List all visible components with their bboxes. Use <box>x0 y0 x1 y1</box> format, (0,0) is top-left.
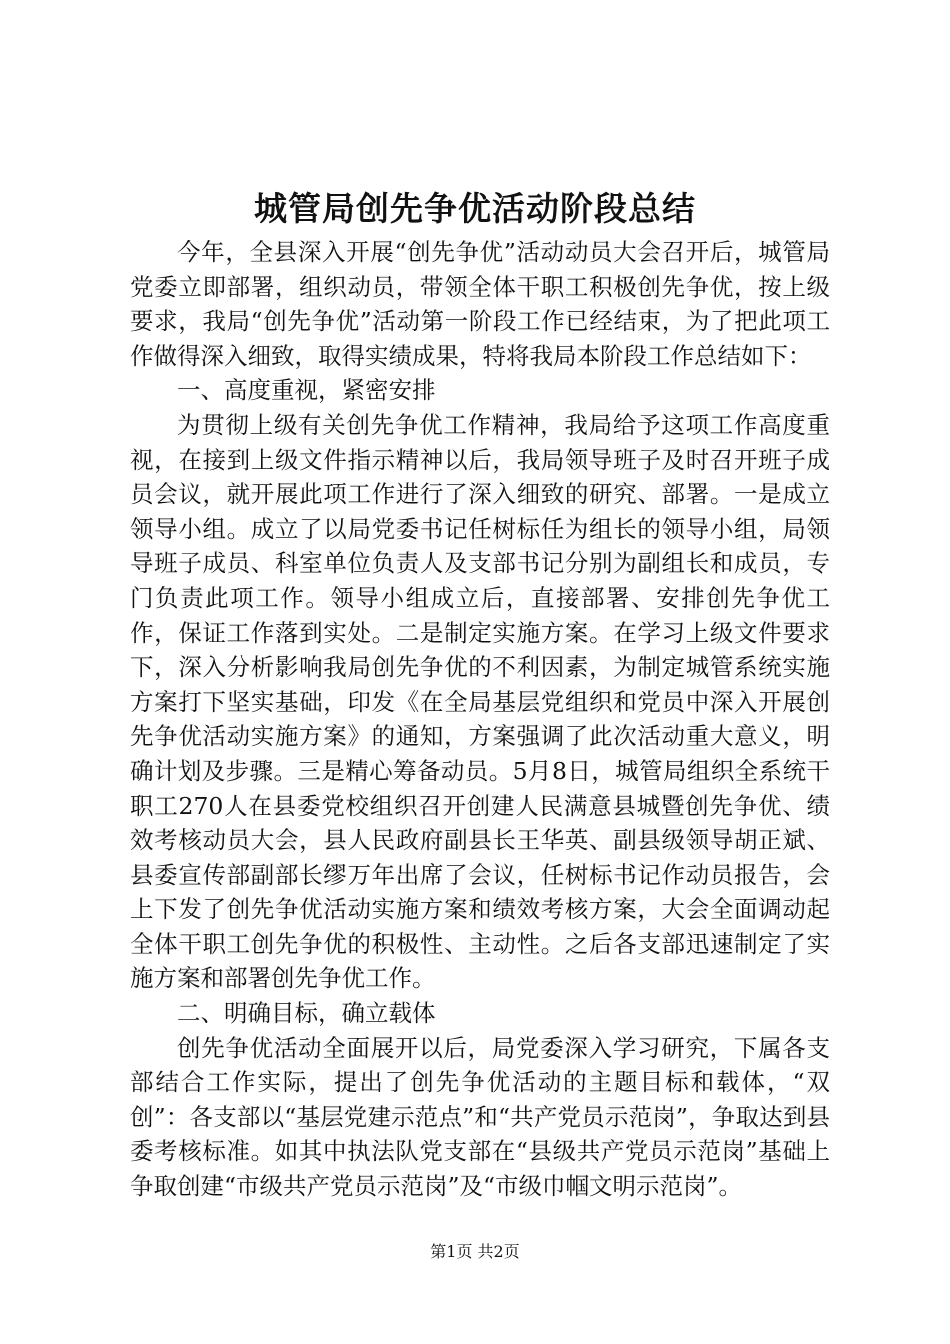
section-heading-2: 二、明确目标，确立载体 <box>177 999 436 1028</box>
document-body <box>130 235 830 1204</box>
paragraph-section-2: 创先争优活动全面展开以后，局党委深入学习研究，下属各支部结合工作实际，提出了创先争优活动的主题目标和载体，“双创”：各支部以“基层党建示范点”和“共产党员示范岗”，争取达到县委考核标准。如其中执法队党支部在“县级共产党员示范岗”基础上争取创建“市级共产党员示范岗”及“市级巾帼文明示范岗”。 <box>130 1033 830 1201</box>
paragraph-section-1: 为贯彻上级有关创先争优工作精神，我局给予这项工作高度重视，在接到上级文件指示精神以后，我局领导班子及时召开班子成员会议，就开展此项工作进行了深入细致的研究、部署。一是成立领导小组。成立了以局党委书记任树标任为组长的领导小组，局领导班子成员、科室单位负责人及支部书记分别为副组长和成员，专门负责此项工作。领导小组成立后，直接部署、安排创先争优工作，保证工作落到实处。二是制定实施方案。在学习上级文件要求下，深入分析影响我局创先争优的不利因素，为制定城管系统实施方案打下坚实基础，印发《在全局基层党组织和党员中深入开展创先争优活动实施方案》的通知，方案强调了此次活动重大意义，明确计划及步骤。三是精心筹备动员。5月8日，城管局组织全系统干职工270人在县委党校组织召开创建人民满意县城暨创先争优、绩效考核动员大会，县人民政府副县长王华英、副县级领导胡正斌、县委宣传部副部长缪万年出席了会议，任树标书记作动员报告，会上下发了创先争优活动实施方案和绩效考核方案，大会全面调动起全体干职工创先争优的积极性、主动性。之后各支部迅速制定了实施方案和部署创先争优工作。 <box>130 410 830 993</box>
page-footer: 第1页 共2页 <box>430 1242 520 1261</box>
document-title: 城管局创先争优活动阶段总结 <box>254 189 696 228</box>
section-heading-1: 一、高度重视，紧密安排 <box>177 376 436 405</box>
paragraph-intro: 今年，全县深入开展“创先争优”活动动员大会召开后，城管局党委立即部署，组织动员，带领全体干职工积极创先争优，按上级要求，我局“创先争优”活动第一阶段工作已经结束，为了把此项工作做得深入细致，取得实绩成果，特将我局本阶段工作总结如下： <box>130 238 830 370</box>
